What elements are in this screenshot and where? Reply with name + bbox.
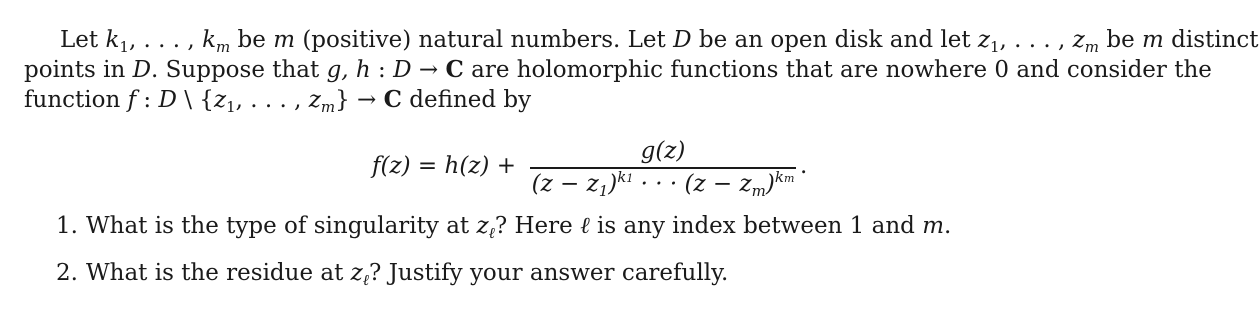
- text: is any index between 1 and: [589, 213, 923, 239]
- complex-numbers-symbol: C: [383, 86, 402, 113]
- question-item: [56, 259, 728, 288]
- equals: =: [410, 153, 445, 179]
- fraction: [530, 138, 796, 200]
- math-D: D: [158, 87, 177, 113]
- text: be an open disk and let: [691, 27, 978, 53]
- text: are holomorphic functions that are nowhere 0 and consider the: [463, 57, 1212, 83]
- statement-line-2: [24, 55, 1212, 85]
- setminus: \ {: [176, 87, 214, 113]
- cdots: · · ·: [633, 170, 685, 197]
- text: points in: [24, 57, 133, 83]
- text: . Suppose that: [151, 57, 327, 83]
- text: What is the residue at: [86, 260, 351, 286]
- subscript: 1: [119, 38, 129, 56]
- math-z: z: [308, 87, 321, 113]
- math-D: D: [132, 57, 152, 83]
- math-z: z: [977, 27, 990, 53]
- text: .: [944, 213, 952, 239]
- equation-period: .: [800, 153, 808, 179]
- math-z: z: [1072, 27, 1085, 53]
- math-g-h: g, h: [326, 57, 371, 83]
- arrow: →: [411, 57, 446, 83]
- statement-line-1: [24, 26, 1259, 56]
- math-f: f: [127, 87, 137, 113]
- exponent: [617, 168, 633, 186]
- math-k: k: [202, 27, 216, 53]
- text: be: [1099, 27, 1142, 53]
- exponent-k: k: [617, 167, 627, 186]
- subscript: 1: [990, 38, 1000, 56]
- problem-statement: [24, 26, 1259, 116]
- complex-numbers-symbol: C: [445, 56, 464, 83]
- subscript: 1: [598, 181, 609, 200]
- brace: }: [335, 87, 350, 113]
- exponent-k: k: [774, 167, 784, 186]
- denominator: [530, 167, 796, 200]
- ellipsis: , . . . ,: [235, 87, 309, 113]
- math-z: z: [213, 87, 227, 113]
- question-item: [56, 212, 951, 241]
- colon: :: [136, 87, 159, 113]
- subscript: ℓ: [488, 224, 495, 242]
- text: ? Justify your answer carefully.: [369, 260, 729, 286]
- math-D: D: [673, 27, 692, 53]
- subscript: 1: [226, 98, 236, 116]
- math-arg: (z): [380, 153, 411, 179]
- ellipsis: , . . . ,: [999, 27, 1073, 53]
- math-m: m: [273, 27, 296, 53]
- text: (positive) natural numbers. Let: [295, 27, 674, 53]
- subscript: ℓ: [362, 271, 370, 289]
- math-m: m: [922, 213, 944, 239]
- plus: +: [489, 153, 516, 179]
- text: distinct: [1163, 27, 1259, 53]
- subscript: m: [751, 181, 766, 200]
- math-ell: ℓ: [580, 213, 590, 239]
- subscript: m: [320, 98, 336, 116]
- text: ? Here: [494, 213, 581, 239]
- ellipsis: , . . . ,: [128, 27, 203, 53]
- math-k: k: [105, 27, 120, 53]
- text: What is the type of singularity at: [86, 213, 477, 239]
- colon: :: [370, 57, 394, 83]
- statement-line-3: [24, 85, 1152, 115]
- numerator: g(z): [640, 138, 686, 164]
- math-h: h: [444, 153, 460, 179]
- text: defined by: [401, 87, 532, 113]
- subscript: m: [1084, 38, 1100, 56]
- text: be: [230, 27, 274, 53]
- text: Let: [60, 27, 106, 53]
- question-number: 2.: [56, 260, 78, 286]
- math-f: f: [372, 153, 381, 179]
- subscript: m: [216, 38, 231, 56]
- exponent: [775, 168, 795, 186]
- exponent-subscript: 1: [626, 171, 634, 185]
- math-z: z: [350, 260, 363, 286]
- factor: (z − z: [531, 170, 599, 197]
- math-z: z: [476, 213, 489, 239]
- paren: ): [608, 170, 618, 197]
- math-D: D: [393, 57, 412, 83]
- factor: (z − z: [684, 170, 752, 197]
- question-number: 1.: [56, 213, 78, 239]
- exponent-subscript: m: [783, 171, 795, 185]
- math-arg: (z): [459, 153, 490, 179]
- arrow: →: [349, 87, 384, 113]
- equation-lhs: [372, 153, 516, 179]
- paren: ): [765, 170, 775, 197]
- text: function: [24, 87, 128, 113]
- math-m: m: [1142, 27, 1164, 53]
